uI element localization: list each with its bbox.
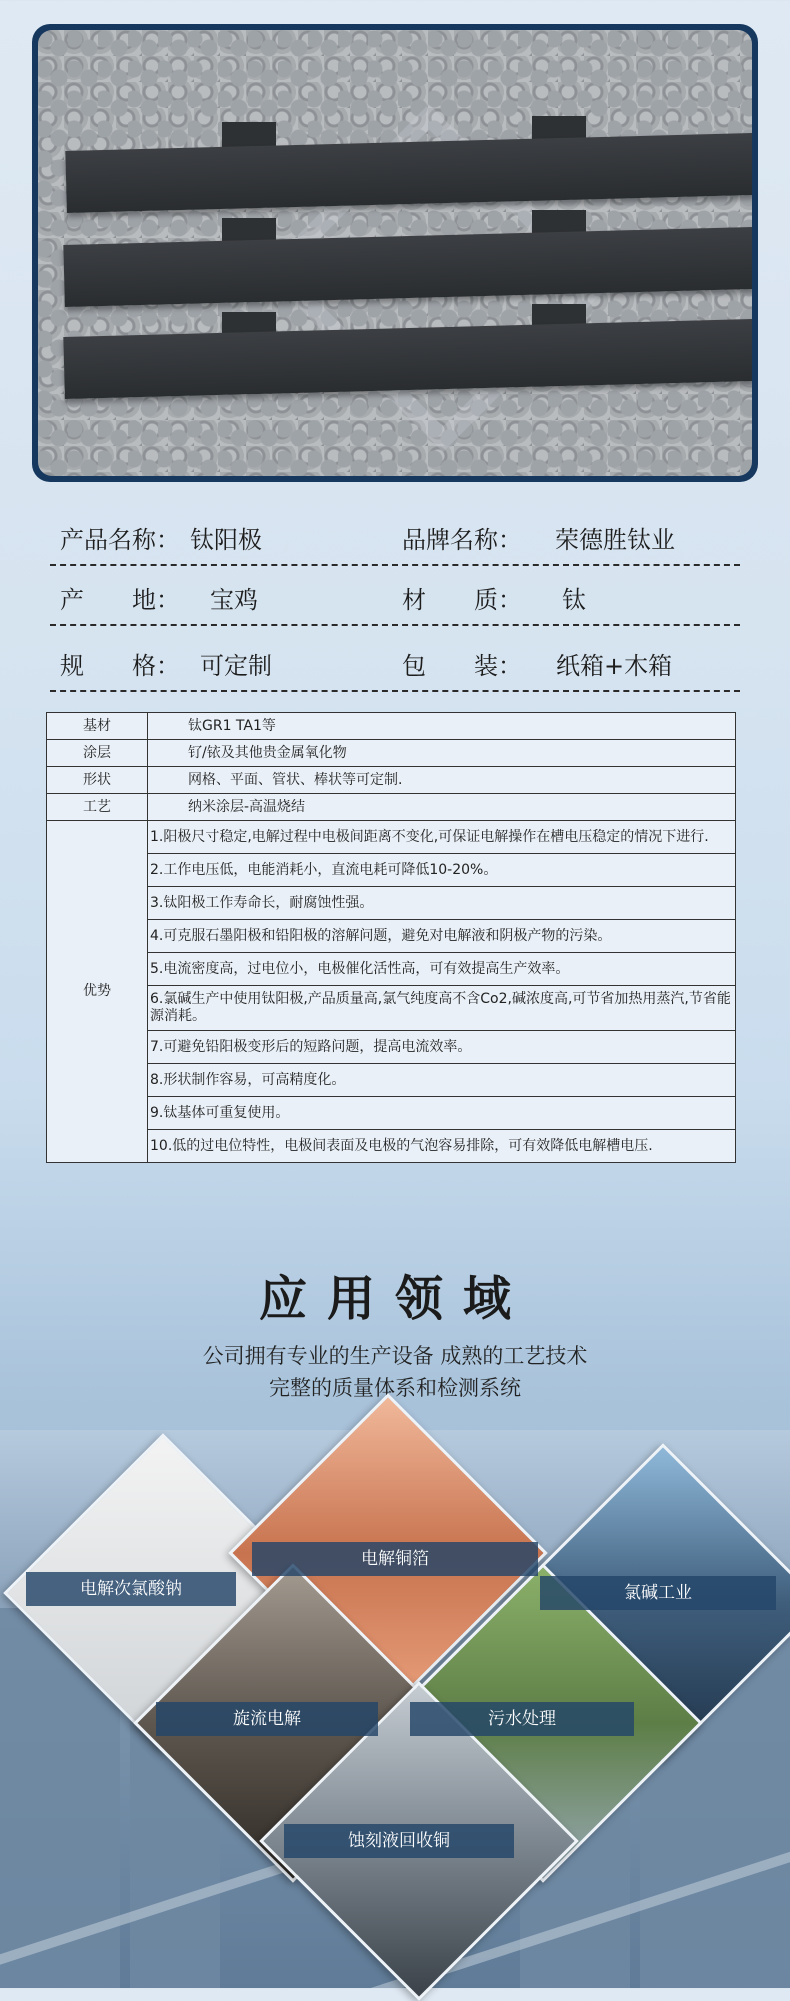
applications-subtitle: 公司拥有专业的生产设备 成熟的工艺技术 xyxy=(202,1344,588,1368)
advantage-item: 9.钛基体可重复使用。 xyxy=(148,1097,736,1130)
applications-subtitle: 完整的质量体系和检测系统 xyxy=(269,1376,521,1400)
product-photo-frame xyxy=(32,24,758,482)
applications-title: 应用领域 xyxy=(258,1271,531,1327)
label-swirl-electrolysis: 旋流电解 xyxy=(156,1702,378,1736)
table-key: 基材 xyxy=(47,713,148,740)
table-key: 形状 xyxy=(47,767,148,794)
label-copper-foil: 电解铜箔 xyxy=(252,1542,538,1576)
advantages-key: 优势 xyxy=(47,821,148,1163)
origin-value: 宝鸡 xyxy=(210,586,258,614)
table-row xyxy=(47,887,736,920)
table-row xyxy=(47,1130,736,1163)
info-row-name-brand xyxy=(50,506,740,566)
name-label: 产品名称： xyxy=(60,526,180,554)
dashed-divider xyxy=(50,690,740,692)
origin-label: 产 地： xyxy=(60,586,180,614)
advantage-item: 5.电流密度高，过电位小，电极催化活性高，可有效提高生产效率。 xyxy=(148,953,736,986)
table-key: 工艺 xyxy=(47,794,148,821)
anode-plate xyxy=(63,227,752,307)
anode-plate xyxy=(63,319,752,399)
product-photo xyxy=(38,30,752,476)
label-sodium-hypochlorite: 电解次氯酸钠 xyxy=(26,1572,236,1606)
spec-table xyxy=(46,712,736,1163)
advantage-item: 1.阳极尺寸稳定,电解过程中电极间距离不变化,可保证电解操作在槽电压稳定的情况下进行. xyxy=(148,821,736,854)
label-sewage-treatment: 污水处理 xyxy=(410,1702,634,1736)
advantage-item: 10.低的过电位特性，电极间表面及电极的气泡容易排除，可有效降低电解槽电压. xyxy=(148,1130,736,1163)
table-row xyxy=(47,740,736,767)
table-row xyxy=(47,1064,736,1097)
table-row xyxy=(47,767,736,794)
spec-value: 可定制 xyxy=(200,652,272,680)
advantage-item: 8.形状制作容易，可高精度化。 xyxy=(148,1064,736,1097)
name-value: 钛阳极 xyxy=(190,526,262,554)
spec-label: 规 格： xyxy=(60,652,180,680)
pack-value: 纸箱+木箱 xyxy=(556,652,673,680)
table-row xyxy=(47,1097,736,1130)
anode-plate xyxy=(65,133,752,213)
material-value: 钛 xyxy=(562,586,586,614)
table-row xyxy=(47,713,736,740)
table-value: 钛GR1 TA1等 xyxy=(148,713,736,740)
table-row xyxy=(47,1031,736,1064)
table-row xyxy=(47,854,736,887)
pack-label: 包 装： xyxy=(402,652,522,680)
table-row xyxy=(47,953,736,986)
table-row xyxy=(47,794,736,821)
table-key: 涂层 xyxy=(47,740,148,767)
table-value: 纳米涂层-高温烧结 xyxy=(148,794,736,821)
label-etching-recovery: 蚀刻液回收铜 xyxy=(284,1824,514,1858)
advantage-item: 4.可克服石墨阳极和铅阳极的溶解问题，避免对电解液和阴极产物的污染。 xyxy=(148,920,736,953)
anode-tab xyxy=(222,122,276,148)
dashed-divider xyxy=(50,624,740,626)
table-row xyxy=(47,986,736,1031)
advantage-item: 2.工作电压低，电能消耗小，直流电耗可降低10-20%。 xyxy=(148,854,736,887)
advantage-item: 7.可避免铅阳极变形后的短路问题，提高电流效率。 xyxy=(148,1031,736,1064)
table-value: 网格、平面、管状、棒状等可定制. xyxy=(148,767,736,794)
advantage-item: 3.钛阳极工作寿命长，耐腐蚀性强。 xyxy=(148,887,736,920)
advantage-item: 6.氯碱生产中使用钛阳极,产品质量高,氯气纯度高不含Co2,碱浓度高,可节省加热用蒸汽,节省能源消耗。 xyxy=(148,986,736,1031)
material-label: 材 质： xyxy=(402,586,522,614)
table-row xyxy=(47,821,736,854)
table-row xyxy=(47,920,736,953)
info-row-spec-pack xyxy=(50,632,740,692)
table-value: 钌/铱及其他贵金属氧化物 xyxy=(148,740,736,767)
brand-label: 品牌名称： xyxy=(402,526,522,554)
info-row-origin-material xyxy=(50,566,740,626)
label-chlor-alkali: 氯碱工业 xyxy=(540,1576,776,1610)
brand-value: 荣德胜钛业 xyxy=(555,526,675,554)
